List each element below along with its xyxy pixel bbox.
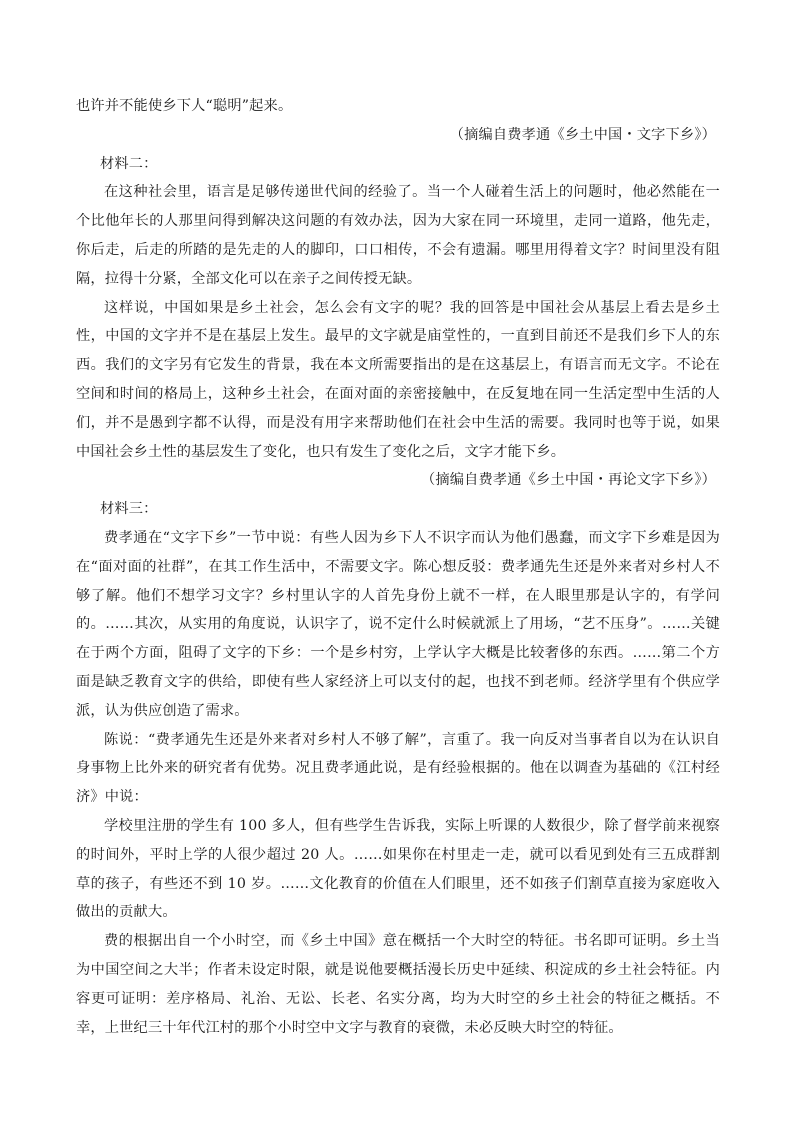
paragraph-continuation: 也许并不能使乡下人“聪明”起来。: [76, 98, 293, 114]
material-3-paragraph-1: 费孝通在“文字下乡”一节中说：有些人因为乡下人不识字而认为他们愚蠢，而文字下乡难是因为在“面对面的社群”，在其工作生活中，不需要文字。陈心想反驳：费孝通先生还是外来者对乡村人不够了解。他们不想学习文字？乡村里认字的人首先身份上就不一样，在人眼里那是认字的，有学问的。……其次，从实用的角度说，认识字了，说不定什么时候就派上了用场，“艺不压身”。……关键在于两个方面，阻碍了文字的下乡：一个是乡村穷，上学认字大概是比较奢侈的东西。……第二个方面是缺乏教育文字的供给，即使有些人家经济上可以支付的起，也找不到老师。经济学里有个供应学派，认为供应创造了需求。: [76, 529, 720, 719]
material-3-paragraph-2: 陈说：“费孝通先生还是外来者对乡村人不够了解”，言重了。我一向反对当事者自以为在认识自身事物上比外来的研究者有优势。况且费孝通此说，是有经验根据的。他在以调查为基础的《江村经济》中说：: [76, 731, 720, 806]
source-citation-2: （摘编自费孝通《乡土中国・再论文字下乡》）: [420, 472, 716, 489]
material-2-paragraph-2: 这样说，中国如果是乡土社会，怎么会有文字的呢？我的回答是中国社会从基层上看去是乡土性，中国的文字并不是在基层上发生。最早的文字就是庙堂性的，一直到目前还不是我们乡下人的东西。我们的文字另有它发生的背景，我在本文所需要指出的是在这基层上，有语言而无文字。不论在空间和时间的格局上，这种乡土社会，在面对面的亲密接触中，在反复地在同一生活定型中生活的人们，并不是愚到字都不认得，而是没有用字来帮助他们在社会中生活的需要。我同时也等于说，如果中国社会乡土性的基层发生了变化，也只有发生了变化之后，文字才能下乡。: [76, 299, 720, 460]
material-3-paragraph-4: 费的根据出自一个小时空，而《乡土中国》意在概括一个大时空的特征。书名即可证明。乡土当为中国空间之大半；作者未设定时限，就是说他要概括漫长历史中延续、积淀成的乡土社会特征。内容更可证明：差序格局、礼治、无讼、长老、名实分离，均为大时空的乡土社会的特征之概括。不幸，上世纪三十年代江村的那个小时空中文字与教育的衰微，未必反映大时空的特征。: [76, 933, 720, 1036]
material-3-quote: 学校里注册的学生有 100 多人，但有些学生告诉我，实际上听课的人数很少，除了督学前来视察的时间外，平时上学的人很少超过 20 人。……如果你在村里走一走，就可以看见到处有三五成群割草的孩子，有些还不到 10 岁。……文化教育的价值在人们眼里，还不如孩子们割草直接为家庭收入做出的贡献大。: [76, 817, 720, 921]
document-body: [76, 92, 720, 1042]
source-citation-1: （摘编自费孝通《乡土中国・文字下乡》）: [449, 126, 716, 143]
material-2-heading: 材料二：: [100, 155, 158, 172]
material-3-heading: 材料三：: [100, 501, 158, 518]
material-2-paragraph-1: 在这种社会里，语言是足够传递世代间的经验了。当一个人碰着生活上的问题时，他必然能在一个比他年长的人那里问得到解决这问题的有效办法，因为大家在同一环境里，走同一道路，他先走，你后走，后走的所踏的是先走的人的脚印，口口相传，不会有遗漏。哪里用得着文字？时间里没有阻隔，拉得十分紧，全部文化可以在亲子之间传授无缺。: [76, 184, 720, 287]
